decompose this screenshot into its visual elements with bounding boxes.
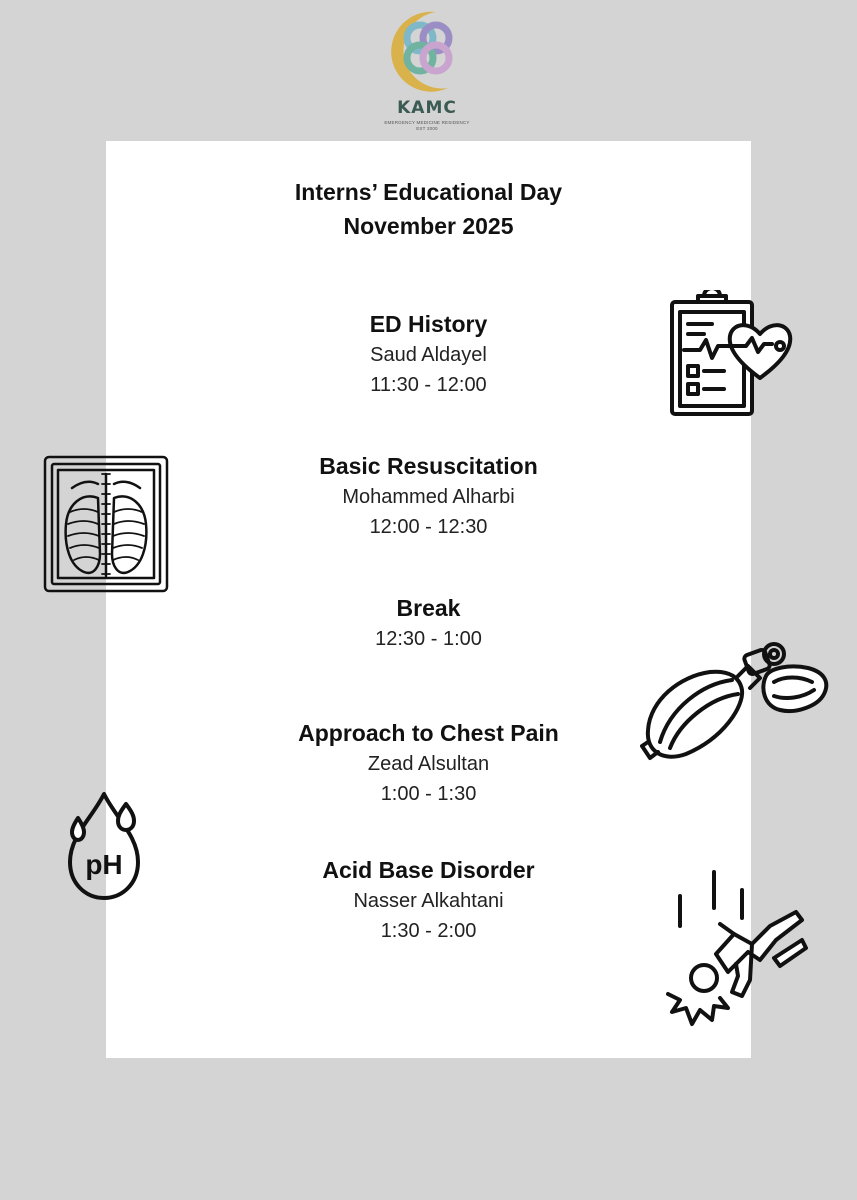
logo-subtitle: EMERGENCY MEDICINE RESIDENCY EST 2000	[384, 120, 470, 131]
session-title: Break	[396, 595, 461, 621]
bag-valve-mask-icon	[640, 638, 830, 768]
chest-xray-icon	[42, 454, 170, 594]
logo-name: KAMC	[397, 98, 457, 118]
session-speaker: Saud Aldayel	[370, 344, 487, 366]
clipboard-heart-icon	[668, 290, 802, 420]
session-ed-history	[106, 308, 751, 400]
session-time: 1:00 - 1:30	[380, 783, 477, 805]
session-speaker: Zead Alsultan	[367, 753, 490, 775]
page-title: Interns’ Educational Day November 2025	[294, 179, 563, 239]
session-title: Basic Resuscitation	[319, 453, 538, 479]
session-time: 1:30 - 2:00	[380, 920, 477, 942]
session-acid-base	[106, 854, 751, 946]
logo-emblem-icon	[388, 8, 468, 96]
session-basic-resuscitation	[106, 450, 751, 542]
session-title: Approach to Chest Pain	[298, 720, 559, 746]
kamc-logo	[380, 8, 480, 130]
session-time: 12:00 - 12:30	[369, 516, 488, 538]
ph-drop-icon	[62, 788, 146, 904]
ph-label: pH	[85, 849, 123, 880]
session-title: Acid Base Disorder	[322, 857, 535, 883]
session-time: 11:30 - 12:00	[370, 374, 487, 396]
session-title: ED History	[369, 311, 488, 337]
session-speaker: Nasser Alkahtani	[353, 890, 504, 912]
session-time: 12:30 - 1:00	[375, 628, 482, 650]
falling-person-icon	[658, 868, 810, 1030]
session-speaker: Mohammed Alharbi	[342, 486, 515, 508]
